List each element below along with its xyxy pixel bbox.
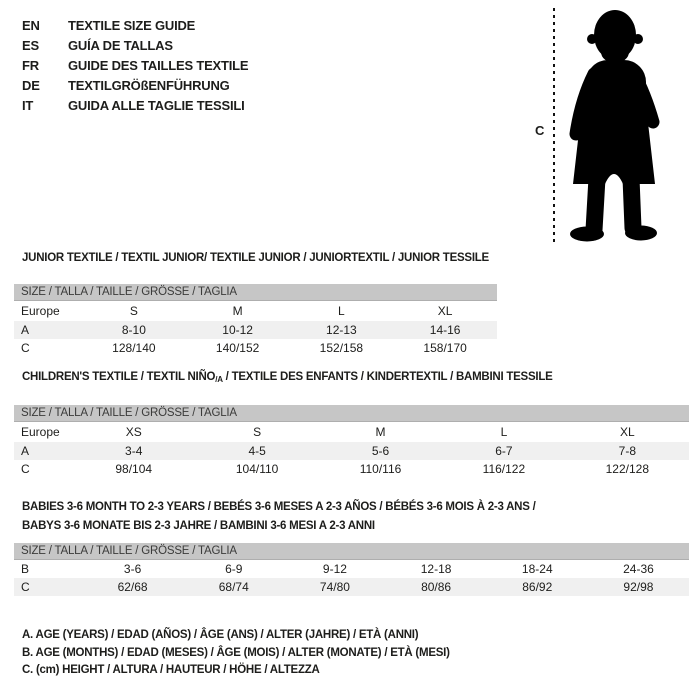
language-code: DE: [22, 77, 40, 93]
height-cell: 74/80: [319, 580, 350, 594]
height-cell: 140/152: [215, 341, 260, 355]
height-cell: 68/74: [218, 580, 249, 594]
age-cell: 5-6: [371, 444, 390, 458]
language-code: EN: [22, 17, 40, 33]
height-measure-dotted-line: [553, 8, 555, 242]
table-row: [14, 460, 689, 478]
language-title: GUIDA ALLE TAGLIE TESSILI: [68, 97, 245, 113]
age-cell: 12-18: [420, 562, 452, 576]
table-row: [14, 442, 689, 460]
children-size-table: [14, 405, 689, 478]
height-cell: 158/170: [423, 341, 467, 355]
note-age-years: A. AGE (YEARS) / EDAD (AÑOS) / ÂGE (ANS) / ALTER (JAHRE) / ETÀ (ANNI): [22, 629, 419, 641]
table-row: [14, 321, 497, 339]
note-height-cm: C. (cm) HEIGHT / ALTURA / HAUTEUR / HÖHE / ALTEZZA: [22, 664, 320, 676]
language-code: FR: [22, 57, 39, 73]
language-code: IT: [22, 97, 34, 113]
age-cell: 8-10: [121, 323, 146, 337]
row-label: A: [21, 444, 30, 458]
table-row: [14, 339, 497, 357]
children-heading-text: / TEXTILE DES ENFANTS / KINDERTEXTIL / BAMBINI TESSILE: [222, 371, 553, 383]
language-row-en: [22, 15, 248, 35]
language-row-it: [22, 95, 248, 115]
age-cell: 6-7: [495, 444, 513, 458]
size-cell: S: [253, 425, 262, 439]
height-cell: 110/116: [359, 462, 402, 476]
size-cell: M: [232, 304, 243, 318]
height-cell: 152/158: [319, 341, 364, 355]
babies-size-table: [14, 543, 689, 596]
height-cell: 128/140: [112, 341, 156, 355]
age-cell: 7-8: [618, 444, 636, 458]
junior-size-table: [14, 284, 497, 357]
table-row: [14, 301, 497, 321]
language-title: TEXTILGRÖßENFÜHRUNG: [68, 77, 230, 93]
age-cell: 14-16: [429, 323, 461, 337]
children-heading-subscript: /A: [215, 375, 223, 384]
age-cell: 24-36: [623, 562, 654, 576]
table-row: [14, 560, 689, 578]
language-title: TEXTILE SIZE GUIDE: [68, 17, 196, 33]
age-cell: 3-6: [123, 562, 142, 576]
age-cell: 4-5: [248, 444, 266, 458]
size-cell: S: [129, 304, 138, 318]
height-measure-label: C: [535, 123, 545, 138]
age-cell: 12-13: [326, 323, 357, 337]
language-row-fr: [22, 55, 248, 75]
babies-section-heading: [22, 498, 536, 536]
height-cell: 116/122: [482, 462, 526, 476]
height-cell: 122/128: [605, 462, 650, 476]
language-code: ES: [22, 37, 39, 53]
size-table-header: SIZE / TALLA / TAILLE / GRÖSSE / TAGLIA: [14, 405, 689, 422]
size-cell: M: [375, 425, 386, 439]
size-cell: L: [500, 425, 508, 439]
language-row-de: [22, 75, 248, 95]
baby-silhouette: [561, 8, 665, 242]
junior-section-heading: JUNIOR TEXTILE / TEXTIL JUNIOR/ TEXTILE JUNIOR / JUNIORTEXTIL / JUNIOR TESSILE: [22, 252, 489, 264]
row-label: A: [21, 323, 30, 337]
babies-heading-line1: BABIES 3-6 MONTH TO 2-3 YEARS / BEBÉS 3-6 MESES A 2-3 AÑOS / BÉBÉS 3-6 MOIS À 2-3 ANS /: [22, 501, 536, 513]
row-label: C: [21, 462, 30, 476]
language-row-es: [22, 35, 248, 55]
size-cell: XL: [619, 425, 635, 439]
height-cell: 92/98: [623, 580, 654, 594]
height-cell: 104/110: [235, 462, 279, 476]
size-cell: XS: [125, 425, 142, 439]
height-cell: 62/68: [117, 580, 148, 594]
table-row: [14, 422, 689, 442]
children-section-heading: [22, 371, 553, 384]
row-label: C: [21, 580, 30, 594]
legend-notes: [22, 627, 450, 680]
size-table-header: SIZE / TALLA / TAILLE / GRÖSSE / TAGLIA: [14, 543, 689, 560]
row-label: B: [21, 562, 30, 576]
size-table-header: SIZE / TALLA / TAILLE / GRÖSSE / TAGLIA: [14, 284, 497, 301]
height-cell: 98/104: [115, 462, 153, 476]
table-row: [14, 578, 689, 596]
language-legend: [22, 15, 248, 115]
age-cell: 18-24: [521, 562, 553, 576]
note-age-months: B. AGE (MONTHS) / EDAD (MESES) / ÂGE (MOIS) / ALTER (MONATE) / ETÀ (MESI): [22, 646, 450, 659]
size-cell: XL: [437, 304, 453, 318]
height-cell: 80/86: [421, 580, 452, 594]
age-cell: 6-9: [225, 562, 243, 576]
children-heading-text: CHILDREN'S TEXTILE / TEXTIL NIÑO: [22, 371, 216, 383]
row-label: Europe: [21, 304, 60, 318]
age-cell: 9-12: [322, 562, 347, 576]
row-label: Europe: [21, 425, 60, 439]
babies-heading-line2: BABYS 3-6 MONATE BIS 2-3 JAHRE / BAMBINI 3-6 MESI A 2-3 ANNI: [22, 520, 375, 532]
age-cell: 10-12: [222, 323, 253, 337]
height-cell: 86/92: [522, 580, 553, 594]
language-title: GUIDE DES TAILLES TEXTILE: [68, 57, 249, 73]
language-title: GUÍA DE TALLAS: [68, 37, 173, 53]
age-cell: 3-4: [125, 444, 143, 458]
row-label: C: [21, 341, 30, 355]
size-cell: L: [338, 304, 345, 318]
